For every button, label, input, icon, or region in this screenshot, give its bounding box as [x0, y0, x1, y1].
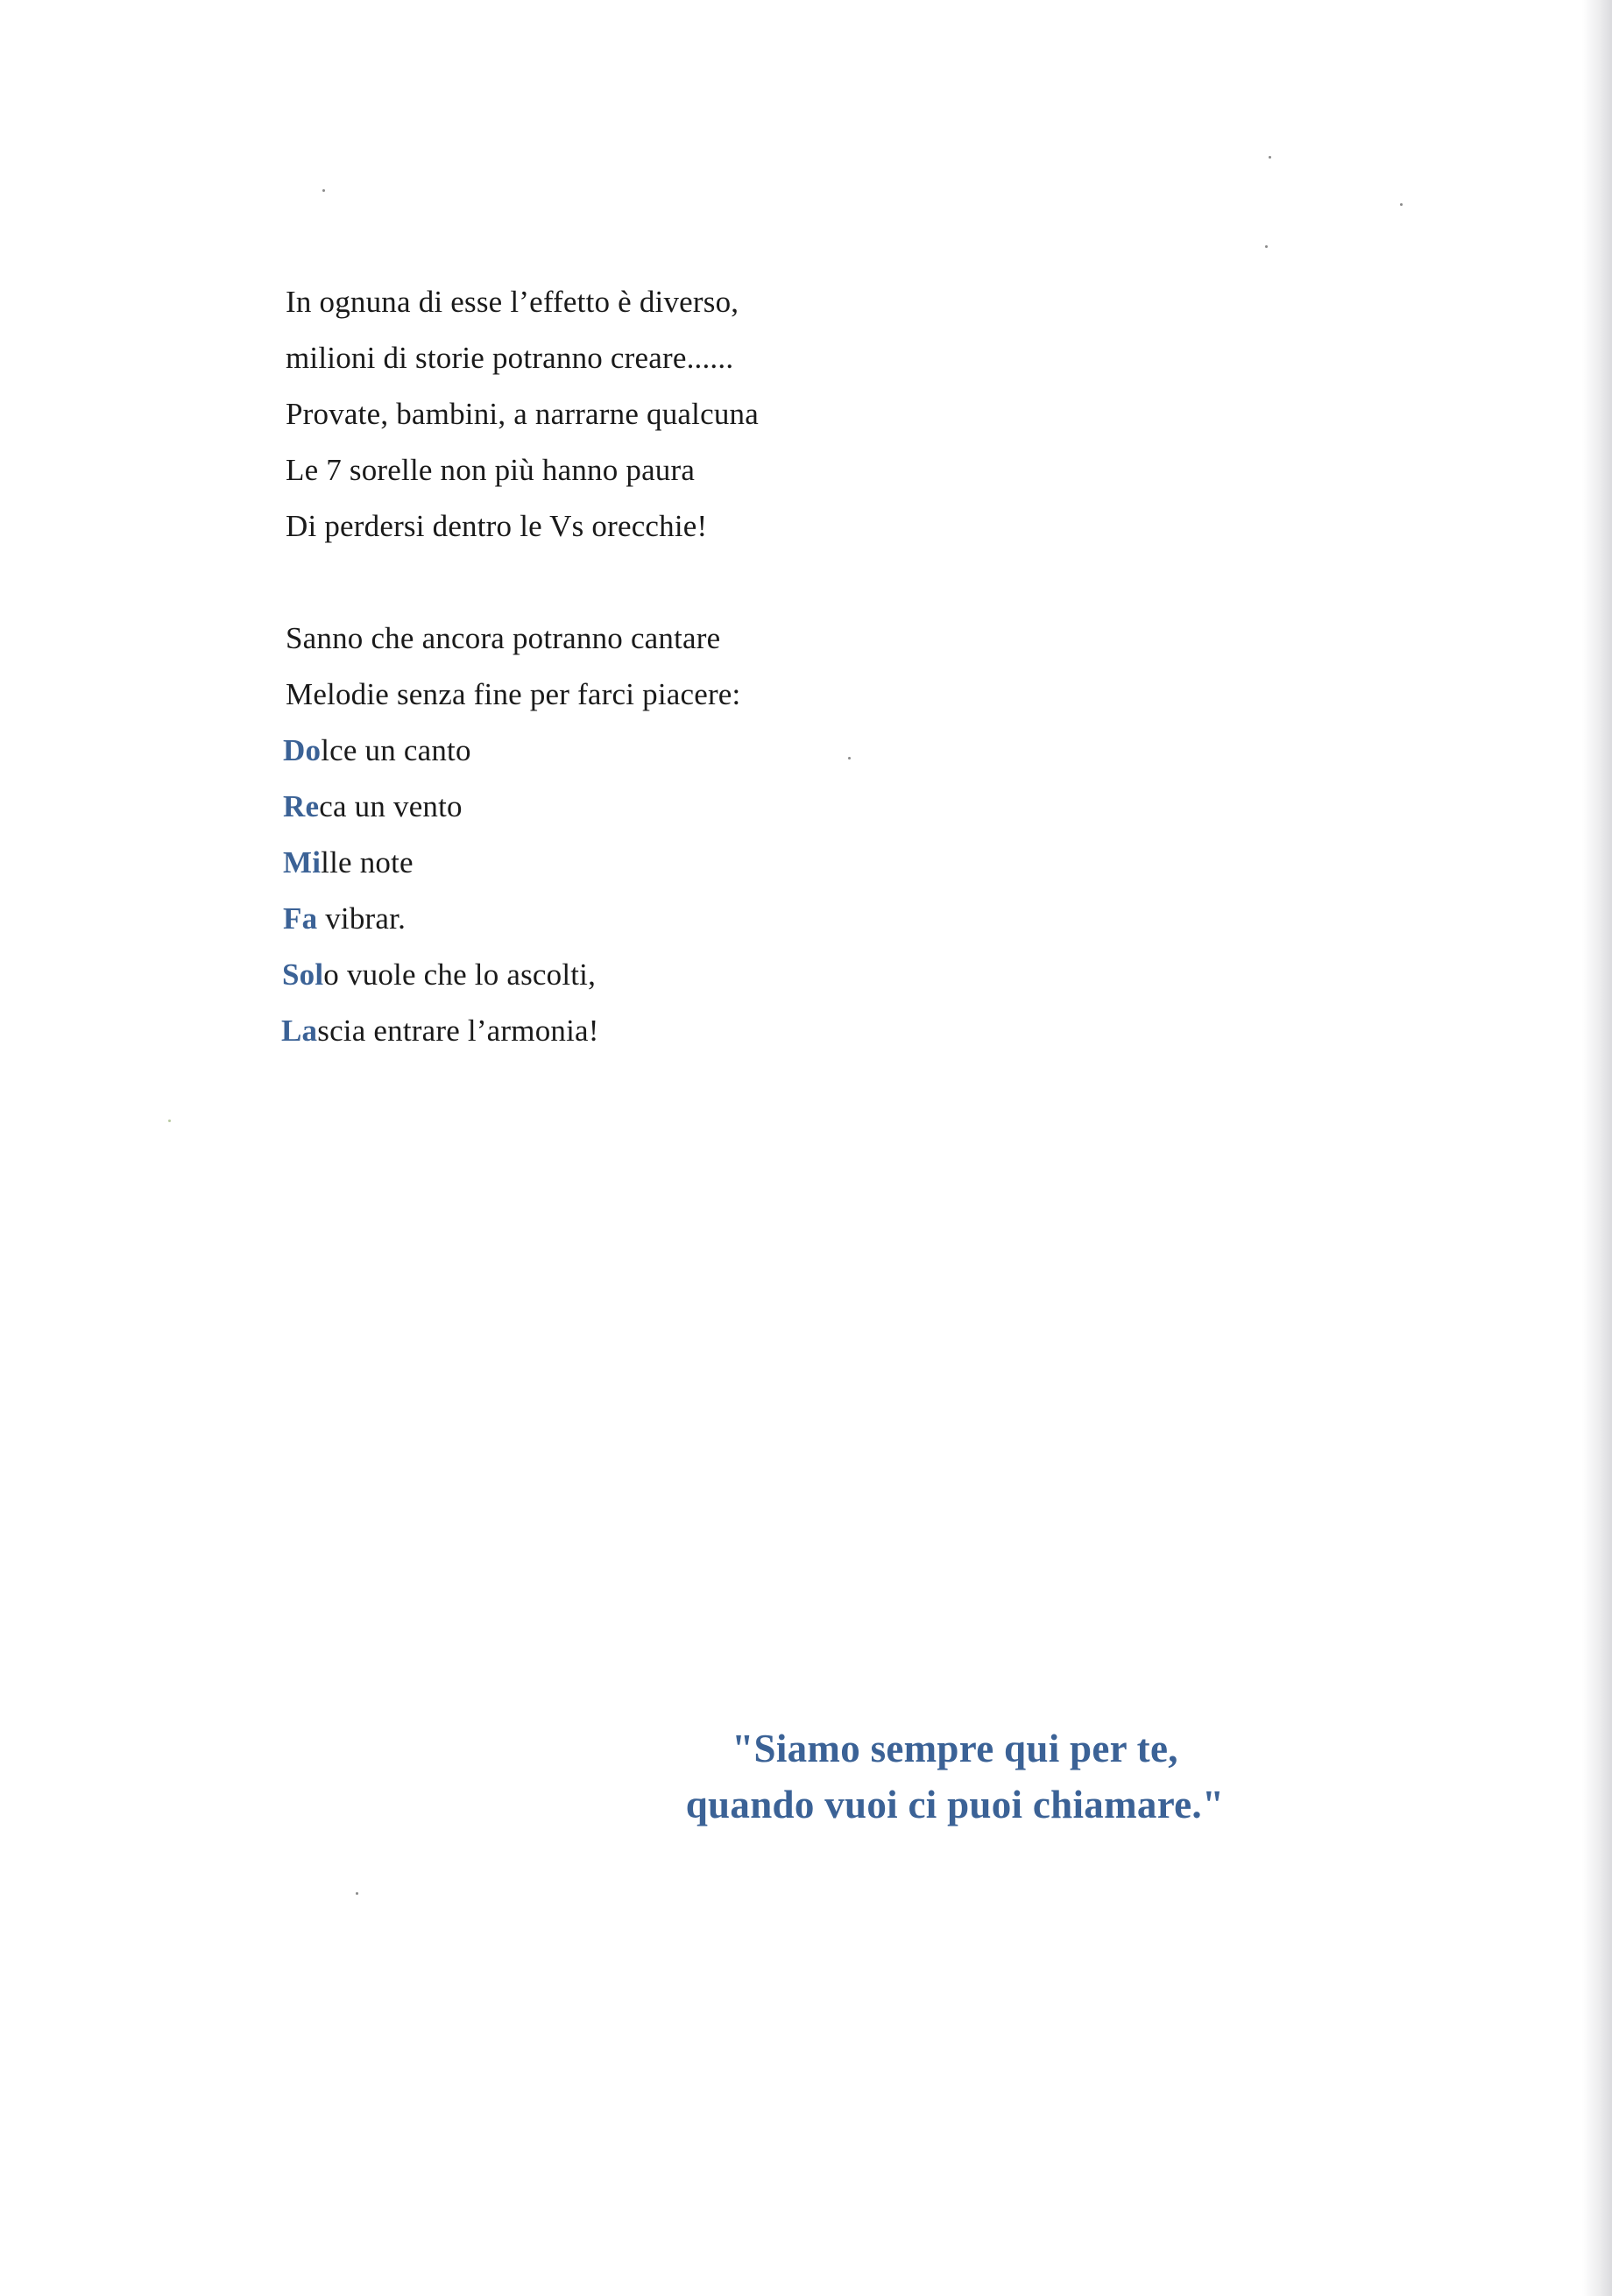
poem-line: milioni di storie potranno creare...... [286, 341, 734, 375]
acrostic-line-do [283, 723, 1162, 779]
stanza-one [286, 274, 1162, 555]
closing-quote-line-2: quando vuoi ci puoi chiamare." [685, 1783, 1225, 1826]
acrostic-line-fa [283, 891, 1162, 947]
scan-speck [356, 1892, 358, 1895]
acrostic-rest-la: scia entrare l’armonia! [317, 1014, 599, 1048]
acrostic-rest-fa: vibrar. [317, 901, 407, 936]
closing-quote-line-1: "Siamo sempre qui per te, [732, 1727, 1178, 1770]
scan-speck [322, 189, 325, 192]
scan-speck [1265, 245, 1268, 248]
poem-line: Di perdersi dentro le Vs orecchie! [286, 509, 708, 543]
acrostic-rest-do: lce un canto [321, 733, 471, 767]
acrostic-note-re: Re [283, 789, 320, 823]
acrostic-note-fa: Fa [283, 901, 318, 936]
acrostic-note-mi: Mi [283, 845, 322, 880]
acrostic-note-la: La [281, 1014, 318, 1048]
acrostic-line-re [283, 779, 1162, 835]
acrostic-rest-sol: o vuole che lo ascolti, [323, 957, 597, 992]
scan-speck [1400, 203, 1403, 206]
page-edge-shadow [1582, 0, 1612, 2296]
stanza-two [281, 611, 1162, 1059]
acrostic-note-sol: Sol [282, 957, 324, 992]
poem-line: Melodie senza fine per farci piacere: [286, 677, 741, 711]
acrostic-rest-mi: lle note [321, 845, 414, 880]
scan-speck [1269, 156, 1271, 159]
acrostic-line-mi [283, 835, 1162, 891]
poem-line: Sanno che ancora potranno cantare [286, 621, 721, 655]
scan-speck [168, 1120, 171, 1122]
acrostic-line-la [281, 1003, 1162, 1059]
poem-line: In ognuna di esse l’effetto è diverso, [286, 285, 739, 319]
poem [281, 274, 1162, 1059]
acrostic-rest-re: ca un vento [319, 789, 463, 823]
acrostic-line-sol [282, 947, 1162, 1003]
poem-line: Le 7 sorelle non più hanno paura [286, 453, 696, 487]
acrostic-note-do: Do [283, 733, 322, 767]
closing-quote [648, 1720, 1262, 1833]
poem-line: Provate, bambini, a narrarne qualcuna [286, 397, 759, 431]
